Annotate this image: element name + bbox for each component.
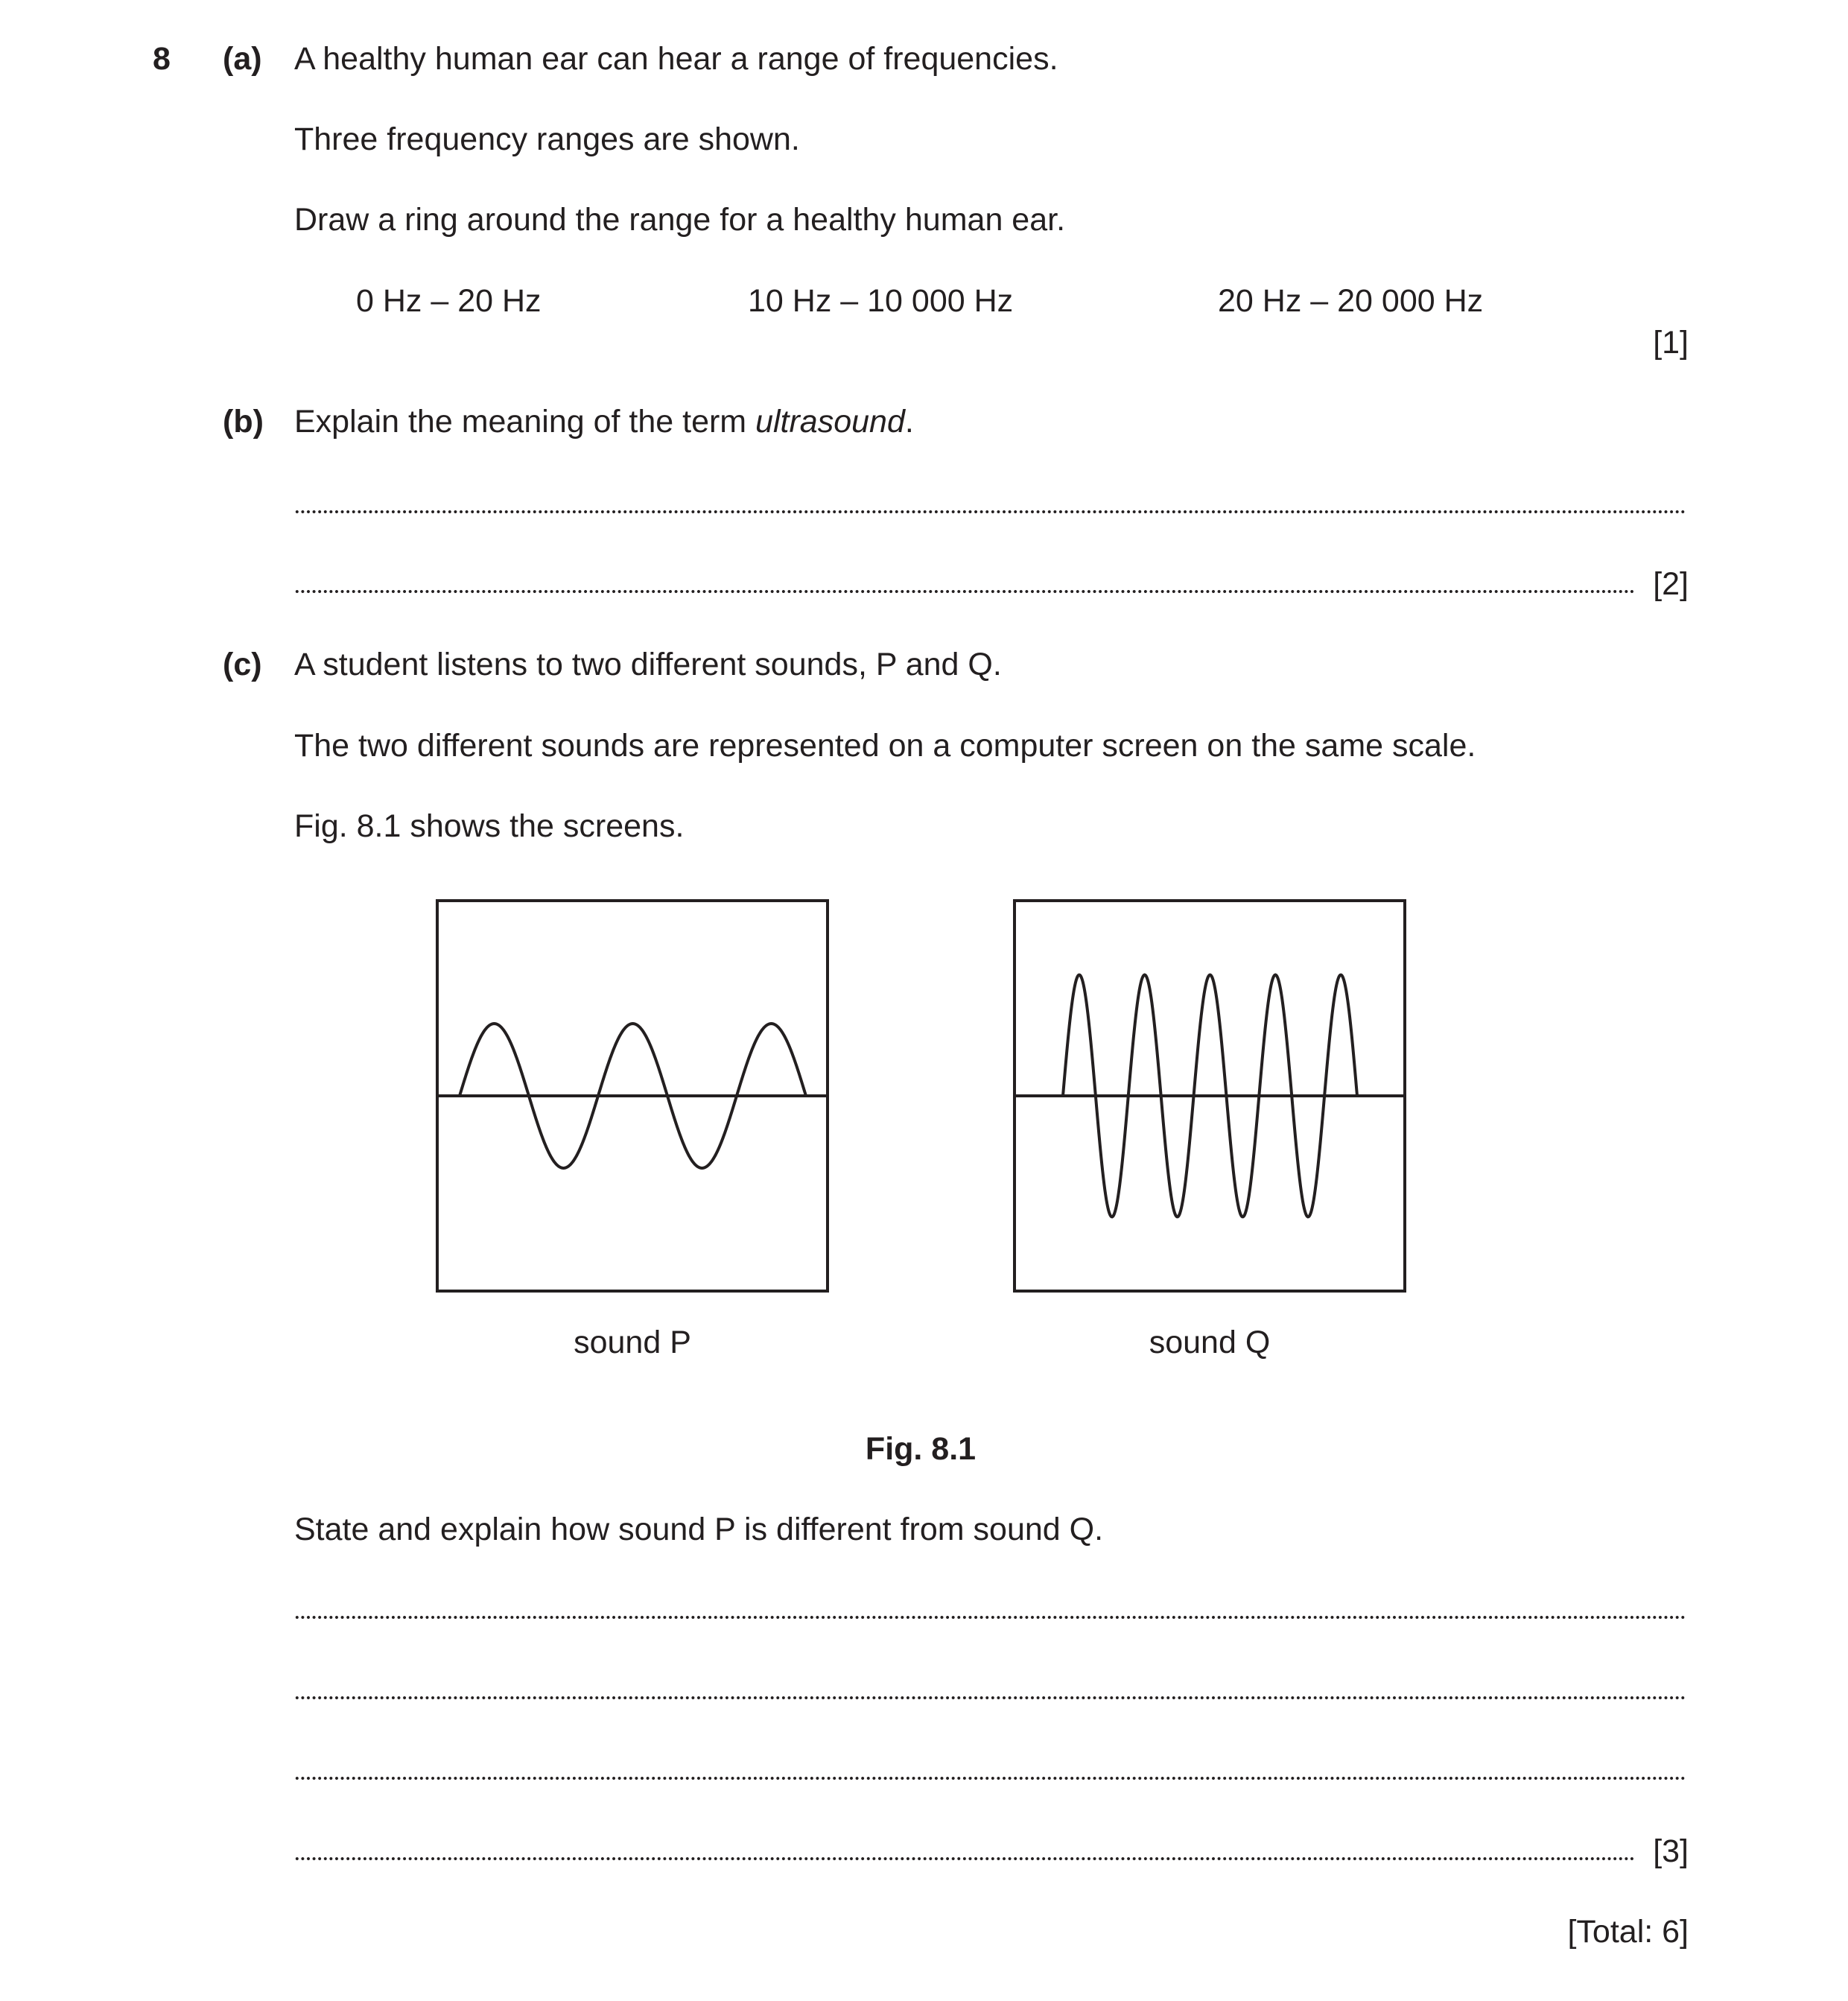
part-b-prompt-text: Explain the meaning of the term (294, 404, 756, 440)
frequency-option-3[interactable]: 20 Hz – 20 000 Hz (1218, 283, 1484, 319)
part-b-label: (b) (223, 404, 264, 440)
part-b-marks: [2] (1653, 566, 1689, 602)
figure-caption: Fig. 8.1 (865, 1431, 977, 1467)
part-a-line-1: A healthy human ear can hear a range of frequencies. (294, 41, 1058, 77)
total-marks: [Total: 6] (1567, 1914, 1689, 1950)
part-c-line-2: The two different sounds are represented on a computer screen on the same scale. (294, 728, 1476, 764)
frequency-option-1[interactable]: 0 Hz – 20 Hz (356, 283, 542, 319)
part-a-label: (a) (223, 41, 262, 77)
sound-q-label: sound Q (1149, 1325, 1271, 1360)
part-c-line-1: A student listens to two different sounds, P and Q. (294, 647, 1002, 682)
answer-line-c3[interactable] (294, 1776, 1686, 1780)
answer-line-c4[interactable] (294, 1856, 1635, 1861)
part-c-marks: [3] (1653, 1833, 1689, 1869)
part-a-line-3: Draw a ring around the range for a healthy human ear. (294, 202, 1066, 238)
sound-p-label: sound P (574, 1325, 691, 1360)
part-a-marks: [1] (1653, 325, 1689, 361)
frequency-option-2[interactable]: 10 Hz – 10 000 Hz (748, 283, 1014, 319)
part-b-prompt-suffix: . (904, 404, 914, 440)
part-a-line-2: Three frequency ranges are shown. (294, 121, 800, 157)
question-number: 8 (153, 41, 171, 77)
part-c-question: State and explain how sound P is different from sound Q. (294, 1512, 1104, 1547)
part-c-label: (c) (223, 647, 262, 682)
part-b-prompt-term: ultrasound (755, 404, 905, 440)
part-c-line-3: Fig. 8.1 shows the screens. (294, 808, 685, 844)
answer-line-c1[interactable] (294, 1615, 1686, 1620)
answer-line-c2[interactable] (294, 1696, 1686, 1700)
